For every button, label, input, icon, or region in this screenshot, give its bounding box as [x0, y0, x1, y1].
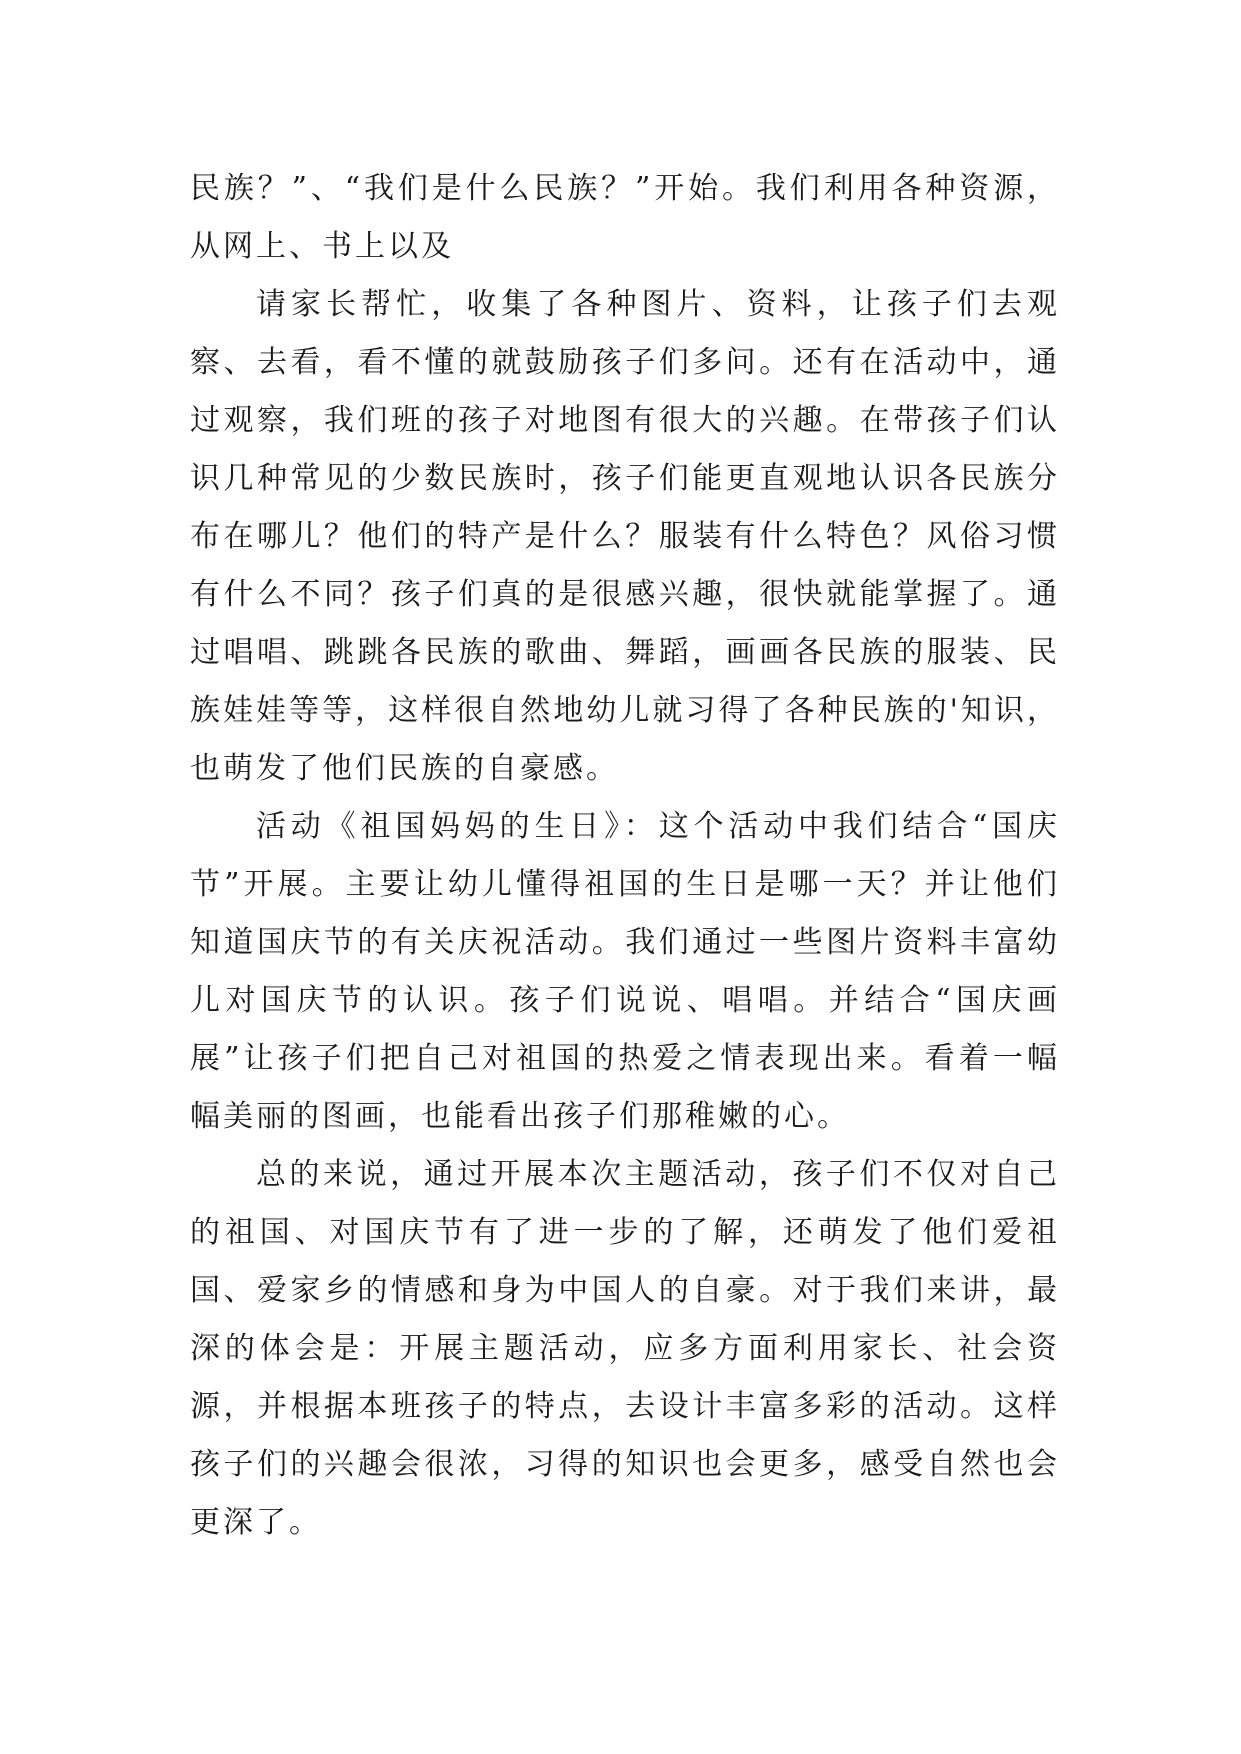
- paragraph-summary: 总的来说，通过开展本次主题活动，孩子们不仅对自己的祖国、对国庆节有了进一步的了解，还萌发了他们爱祖国、爱家乡的情感和身为中国人的自豪。对于我们来讲，最深的体会是：开展主题活动，应多方面利用家长、社会资源，并根据本班孩子的特点，去设计丰富多彩的活动。这样孩子们的兴趣会很浓，习得的知识也会更多，感受自然也会更深了。: [190, 1157, 1060, 1540]
- paragraph-continuation: 民族？”、“我们是什么民族？”开始。我们利用各种资源，从网上、书上以及: [190, 171, 1060, 264]
- document-body: [190, 160, 1060, 1552]
- paragraph-parent-help: 请家长帮忙，收集了各种图片、资料，让孩子们去观察、去看，看不懂的就鼓励孩子们多问。还有在活动中，通过观察，我们班的孩子对地图有很大的兴趣。在带孩子们认识几种常见的少数民族时，孩子们能更直观地认识各民族分布在哪儿？他们的特产是什么？服装有什么特色？风俗习惯有什么不同？孩子们真的是很感兴趣，很快就能掌握了。通过唱唱、跳跳各民族的歌曲、舞蹈，画画各民族的服装、民族娃娃等等，这样很自然地幼儿就习得了各种民族的'知识，也萌发了他们民族的自豪感。: [190, 287, 1060, 786]
- paragraph-national-day-activity: 活动《祖国妈妈的生日》：这个活动中我们结合“国庆节”开展。主要让幼儿懂得祖国的生日是哪一天？并让他们知道国庆节的有关庆祝活动。我们通过一些图片资料丰富幼儿对国庆节的认识。孩子们说说、唱唱。并结合“国庆画展”让孩子们把自己对祖国的热爱之情表现出来。看着一幅幅美丽的图画，也能看出孩子们那稚嫩的心。: [190, 809, 1060, 1134]
